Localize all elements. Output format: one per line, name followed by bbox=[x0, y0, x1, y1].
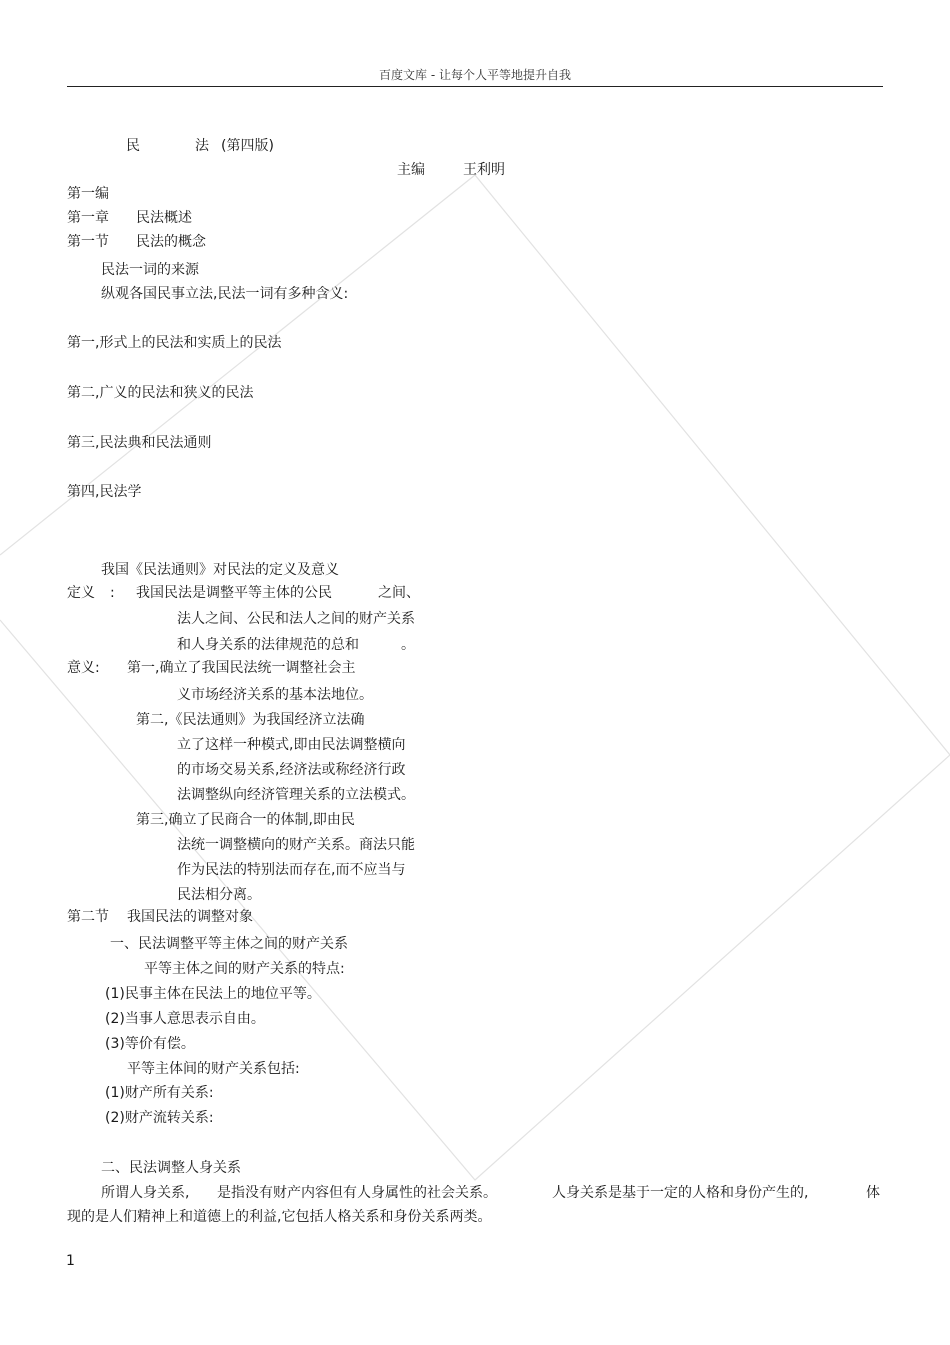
origin-line: 民法一词的来源 bbox=[101, 262, 199, 278]
significance-3c: 作为民法的特别法而存在,而不应当与 bbox=[177, 862, 406, 878]
definition-line-3a: 和人身关系的法律规范的总和 bbox=[177, 637, 359, 653]
meaning-1: 第一,形式上的民法和实质上的民法 bbox=[67, 335, 282, 351]
paragraph-c: 人身关系是基于一定的人格和身份产生的, bbox=[552, 1185, 809, 1201]
includes-1: (1)财产所有关系: bbox=[105, 1085, 214, 1101]
includes-intro: 平等主体间的财产关系包括: bbox=[127, 1061, 300, 1077]
significance-3b: 法统一调整横向的财产关系。商法只能 bbox=[177, 837, 415, 853]
paragraph-a: 所谓人身关系, bbox=[101, 1185, 190, 1201]
chapter-title: 民法概述 bbox=[136, 210, 192, 226]
meaning-2: 第二,广义的民法和狭义的民法 bbox=[67, 385, 254, 401]
part-heading: 第一编 bbox=[67, 186, 109, 202]
significance-3d: 民法相分离。 bbox=[177, 887, 261, 903]
significance-3: 第三,确立了民商合一的体制,即由民 bbox=[136, 812, 355, 828]
chapter-label: 第一章 bbox=[67, 210, 109, 226]
subsection-property: 一、民法调整平等主体之间的财产关系 bbox=[110, 936, 348, 952]
significance-2c: 的市场交易关系,经济法或称经济行政 bbox=[177, 762, 406, 778]
feature-3: (3)等价有偿。 bbox=[105, 1036, 195, 1052]
definition-label: 定义 bbox=[67, 585, 95, 601]
overview-line: 纵观各国民事立法,民法一词有多种含义: bbox=[101, 286, 349, 302]
section2-label: 第二节 bbox=[67, 909, 109, 925]
significance-1b: 义市场经济关系的基本法地位。 bbox=[177, 687, 373, 703]
feature-1: (1)民事主体在民法上的地位平等。 bbox=[105, 986, 321, 1002]
editor-label: 主编 bbox=[397, 162, 425, 178]
definition-line-1a: 我国民法是调整平等主体的公民 bbox=[136, 585, 332, 601]
significance-2: 第二,《民法通则》为我国经济立法确 bbox=[136, 712, 365, 728]
editor-name: 王利明 bbox=[463, 162, 505, 178]
significance-2b: 立了这样一种模式,即由民法调整横向 bbox=[177, 737, 406, 753]
section1-label: 第一节 bbox=[67, 234, 109, 250]
paragraph-b: 是指没有财产内容但有人身属性的社会关系。 bbox=[217, 1185, 497, 1201]
page-number: 1 bbox=[66, 1253, 75, 1269]
meaning-4: 第四,民法学 bbox=[67, 484, 142, 500]
significance-2d: 法调整纵向经济管理关系的立法模式。 bbox=[177, 787, 415, 803]
paragraph-last: 现的是人们精神上和道德上的利益,它包括人格关系和身份关系两类。 bbox=[67, 1209, 492, 1225]
definition-line-3b: 。 bbox=[401, 637, 415, 653]
book-title-part1: 民 bbox=[126, 138, 140, 154]
page-header: 百度文库 - 让每个人平等地提升自我 bbox=[379, 68, 571, 82]
subsection-personal: 二、民法调整人身关系 bbox=[101, 1160, 241, 1176]
meaning-3: 第三,民法典和民法通则 bbox=[67, 435, 212, 451]
feature-2: (2)当事人意思表示自由。 bbox=[105, 1011, 265, 1027]
section2-title: 我国民法的调整对象 bbox=[127, 909, 253, 925]
property-features-intro: 平等主体之间的财产关系的特点: bbox=[144, 961, 345, 977]
significance-label: 意义: bbox=[67, 660, 100, 676]
header-rule bbox=[67, 86, 883, 87]
significance-1: 第一,确立了我国民法统一调整社会主 bbox=[127, 660, 356, 676]
definition-line-1b: 之间、 bbox=[378, 585, 420, 601]
definition-intro: 我国《民法通则》对民法的定义及意义 bbox=[101, 562, 339, 578]
definition-line-2: 法人之间、公民和法人之间的财产关系 bbox=[177, 611, 415, 627]
section1-title: 民法的概念 bbox=[136, 234, 206, 250]
includes-2: (2)财产流转关系: bbox=[105, 1110, 214, 1126]
definition-colon: : bbox=[110, 585, 115, 601]
book-title-part2: 法 bbox=[195, 138, 209, 154]
book-title-edition: (第四版) bbox=[221, 138, 274, 154]
paragraph-d: 体 bbox=[866, 1185, 880, 1201]
